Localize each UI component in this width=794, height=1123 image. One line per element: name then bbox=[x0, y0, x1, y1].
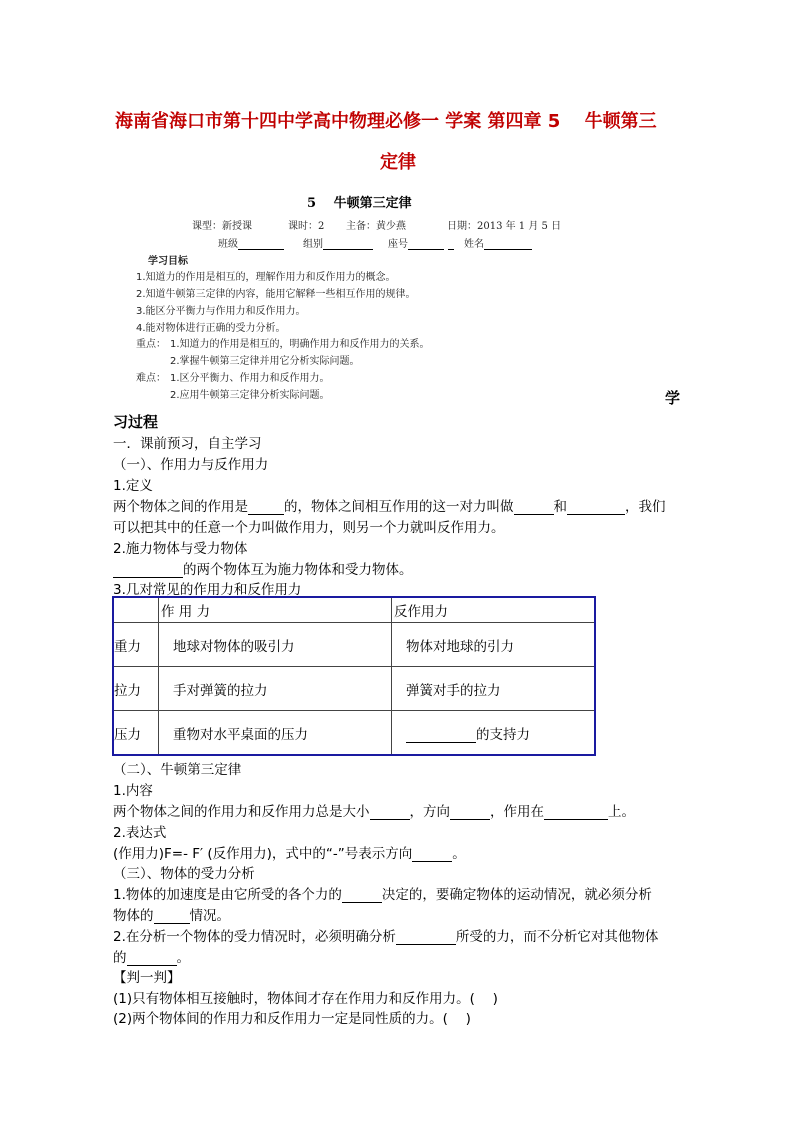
judge-question: (1)只有物体相互接触时，物体间才存在作用力和反作用力。( ) bbox=[113, 991, 498, 1007]
table-row bbox=[113, 711, 595, 756]
table-row bbox=[113, 623, 595, 667]
s2-item2-title: 2.表达式 bbox=[113, 825, 167, 841]
lesson-date: 日期：2013 年 1 月 5 日 bbox=[447, 221, 562, 232]
section1-sub1: （一）、作用力与反作用力 bbox=[113, 457, 269, 473]
name-field bbox=[464, 235, 532, 250]
lesson-subtitle: 5 牛顿第三定律 bbox=[307, 196, 412, 211]
item3-title: 3.几对常见的作用力和反作用力 bbox=[113, 582, 302, 598]
group-field bbox=[303, 235, 373, 250]
objective-item: 2.知道牛顿第三定律的内容，能用它解释一些相互作用的规律。 bbox=[136, 289, 416, 300]
section3-sub: （三）、物体的受力分析 bbox=[113, 866, 255, 882]
s3-item1-line1: 1.物体的加速度是由它所受的各个力的 决定的，要确定物体的运动情况，就必须分析 bbox=[113, 887, 652, 903]
s2-item1-title: 1.内容 bbox=[113, 783, 153, 799]
objective-item: 1.知道力的作用是相互的，理解作用力和反作用力的概念。 bbox=[136, 272, 396, 283]
page-title-line1: 海南省海口市第十四中学高中物理必修一 学案 第四章 5 牛顿第三 bbox=[115, 111, 657, 132]
reaction-force-cell: 弹簧对手的拉力 bbox=[392, 667, 596, 711]
s3-item2-line2: 的 。 bbox=[113, 950, 190, 966]
lesson-hours: 课时：2 bbox=[288, 221, 325, 232]
objective-item: 4.能对物体进行正确的受力分析。 bbox=[136, 323, 286, 334]
seat-field bbox=[388, 235, 454, 250]
class-label: 班级 bbox=[218, 239, 238, 250]
table-row bbox=[113, 667, 595, 711]
s2-item1-text: 两个物体之间的作用力和反作用力总是大小 ，方向 ，作用在 上。 bbox=[113, 804, 635, 820]
objectives-heading: 学习目标 bbox=[148, 256, 188, 267]
reaction-force-cell: 物体对地球的引力 bbox=[392, 623, 596, 667]
seat-label: 座号 bbox=[388, 239, 408, 250]
s2-item2-text: (作用力)F=- F′ (反作用力)，式中的“-”号表示方向 。 bbox=[113, 846, 466, 862]
item2-title: 2.施力物体与受力物体 bbox=[113, 541, 248, 557]
process-heading-part2: 习过程 bbox=[113, 413, 159, 431]
action-force-cell: 手对弹簧的拉力 bbox=[159, 667, 392, 711]
item1-definition-line2: 可以把其中的任意一个力叫做作用力，则另一个力就叫反作用力。 bbox=[113, 520, 505, 536]
difficult-point: 1.区分平衡力、作用力和反作用力。 bbox=[170, 373, 330, 384]
reaction-force-cell: 的支持力 bbox=[392, 711, 596, 756]
page-title-line2: 定律 bbox=[380, 152, 416, 173]
action-force-cell: 地球对物体的吸引力 bbox=[159, 623, 392, 667]
item1-definition: 两个物体之间的作用是 的，物体之间相互作用的这一对力叫做 和 ，我们 bbox=[113, 499, 666, 515]
force-type-cell: 压力 bbox=[113, 711, 159, 756]
s3-item1-line2: 物体的 情况。 bbox=[113, 908, 230, 924]
key-point: 2.掌握牛顿第三定律并用它分析实际问题。 bbox=[170, 356, 360, 367]
table-header-cell: 反作用力 bbox=[392, 597, 596, 623]
force-pairs-table bbox=[112, 596, 596, 756]
judge-question: (2)两个物体间的作用力和反作用力一定是同性质的力。( ) bbox=[113, 1011, 471, 1027]
s3-item2-line1: 2.在分析一个物体的受力情况时，必须明确分析 所受的力，而不分析它对其他物体 bbox=[113, 929, 659, 945]
section1-heading: 一．课前预习，自主学习 bbox=[113, 436, 262, 452]
table-header-row bbox=[113, 597, 595, 623]
process-heading-part1: 学 bbox=[665, 389, 681, 407]
objective-item: 3.能区分平衡力与作用力和反作用力。 bbox=[136, 306, 306, 317]
key-points-label: 重点： bbox=[136, 339, 166, 350]
force-type-cell: 重力 bbox=[113, 623, 159, 667]
item1-title: 1.定义 bbox=[113, 478, 153, 494]
action-force-cell: 重物对水平桌面的压力 bbox=[159, 711, 392, 756]
difficult-points-label: 难点： bbox=[136, 373, 166, 384]
difficult-point: 2.应用牛顿第三定律分析实际问题。 bbox=[170, 390, 330, 401]
key-point: 1.知道力的作用是相互的，明确作用力和反作用力的关系。 bbox=[170, 339, 430, 350]
class-field bbox=[218, 235, 284, 250]
judge-heading: 【判一判】 bbox=[113, 970, 181, 986]
group-label: 组别 bbox=[303, 239, 323, 250]
name-label: 姓名 bbox=[464, 239, 484, 250]
section2-sub: （二）、牛顿第三定律 bbox=[113, 762, 242, 778]
lesson-preparer: 主备：黄少燕 bbox=[346, 221, 406, 232]
item2-text: 的两个物体互为施力物体和受力物体。 bbox=[113, 558, 413, 578]
force-type-cell: 拉力 bbox=[113, 667, 159, 711]
table-header-cell: 作 用 力 bbox=[159, 597, 392, 623]
table-header-cell bbox=[113, 597, 159, 623]
lesson-type: 课型：新授课 bbox=[192, 221, 252, 232]
